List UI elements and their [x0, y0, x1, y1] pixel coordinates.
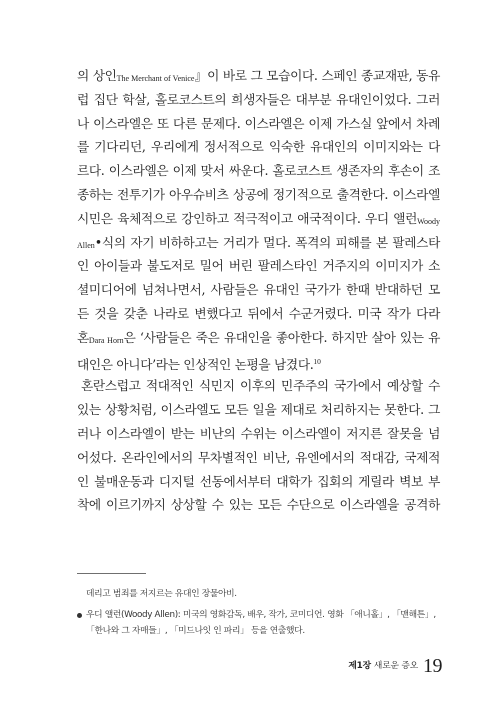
text-line-19: 착에 이르기까지 상상할 수 있는 모든 수단으로 이스라엘을 공격하	[77, 497, 440, 513]
footnote-dot-marker: •	[94, 234, 102, 250]
footnote-text-3: 「한나와 그 자매들」, 「미드나잇 인 파리」 등을 연출했다.	[86, 626, 305, 636]
footnote-separator	[77, 573, 146, 574]
text-line-7: 시민은 육체적으로 강인하고 적극적이고 애국적이다. 우디 앨런Woody	[77, 210, 440, 226]
text-line-16: 러나 이스라엘이 받는 비난의 수위는 이스라엘이 저지른 잘못을 넘	[77, 425, 440, 441]
text-line-18: 인 불매운동과 디지털 선동에서부터 대학가 집회의 게릴라 벽보 부	[77, 473, 440, 489]
text-line-17: 어섰다. 온라인에서의 무차별적인 비난, 유엔에서의 적대감, 국제적	[77, 449, 440, 465]
text-line-14: 혼란스럽고 적대적인 식민지 이후의 민주주의 국가에서 예상할 수	[81, 378, 440, 394]
english-name-subscript: Woody	[417, 216, 440, 226]
text-line-15: 있는 상황처럼, 이스라엘도 모든 일을 제대로 처리하지는 못한다. 그	[77, 402, 440, 418]
text-line-12: 혼Dara Horn은 ‘사람들은 죽은 유대인을 좋아한다. 하지만 살아 있는 유	[77, 329, 441, 345]
english-title-subscript: The Merchant of Venice	[116, 74, 195, 83]
footnote-woody-allen	[77, 607, 437, 640]
text-line-2: 럽 집단 학살, 홀로코스트의 희생자들은 대부분 유대인이었다. 그러	[77, 91, 440, 107]
footnotes	[77, 586, 437, 640]
text-line-1: 의 상인The Merchant of Venice』이 바로 그 모습이다. 스페인 종교재판, 동유	[77, 68, 440, 83]
page-number: 19	[423, 655, 442, 677]
text-line-6: 종하는 전투기가 아우슈비츠 상공에 정기적으로 출격한다. 이스라엘	[77, 186, 440, 202]
text-line-11: 든 것을 갖춘 나라로 변했다고 뒤에서 수군거렸다. 미국 작가 다라	[77, 305, 440, 321]
text-line-9: 인 아이들과 불도저로 밀어 버린 팔레스타인 거주지의 이미지가 소	[77, 258, 440, 274]
page-footer	[348, 656, 442, 676]
text-line-8: Allen•식의 자기 비하하고는 거리가 멀다. 폭격의 피해를 본 팔레스타	[77, 234, 440, 250]
english-name-subscript-continued: Allen	[77, 240, 95, 250]
footnote-text-1: 데리고 범죄를 저지르는 유대인 장물아비.	[86, 589, 237, 599]
text-line-4: 를 기다리던, 우리에게 정서적으로 익숙한 유대인의 이미지와는 다	[77, 139, 440, 155]
text-line-10: 셜미디어에 넘쳐나면서, 사람들은 유대인 국가가 한때 반대하던 모	[77, 282, 440, 298]
main-text	[77, 64, 440, 517]
chapter-label: 제1장	[348, 661, 371, 671]
english-name-subscript: Dara Horn	[88, 335, 124, 345]
endnote-number: 10	[313, 356, 321, 366]
chapter-title: 새로운 증오	[373, 661, 418, 671]
text-line-3: 나 이스라엘은 또 다른 문제다. 이스라엘은 이제 가스실 앞에서 차례	[77, 115, 440, 131]
footnote-text-2: 우디 앨런(Woody Allen): 미국의 영화감독, 배우, 작가, 코미디언. 영화 「애니홀」, 「맨해튼」,	[86, 609, 436, 620]
text-line-5: 르다. 이스라엘은 이제 맞서 싸운다. 홀로코스트 생존자의 후손이 조	[77, 163, 440, 179]
text-line-13: 대인은 아니다’라는 인상적인 논평을 남겼다.$^{10}$	[77, 356, 321, 372]
filled-circle-icon	[77, 613, 82, 618]
